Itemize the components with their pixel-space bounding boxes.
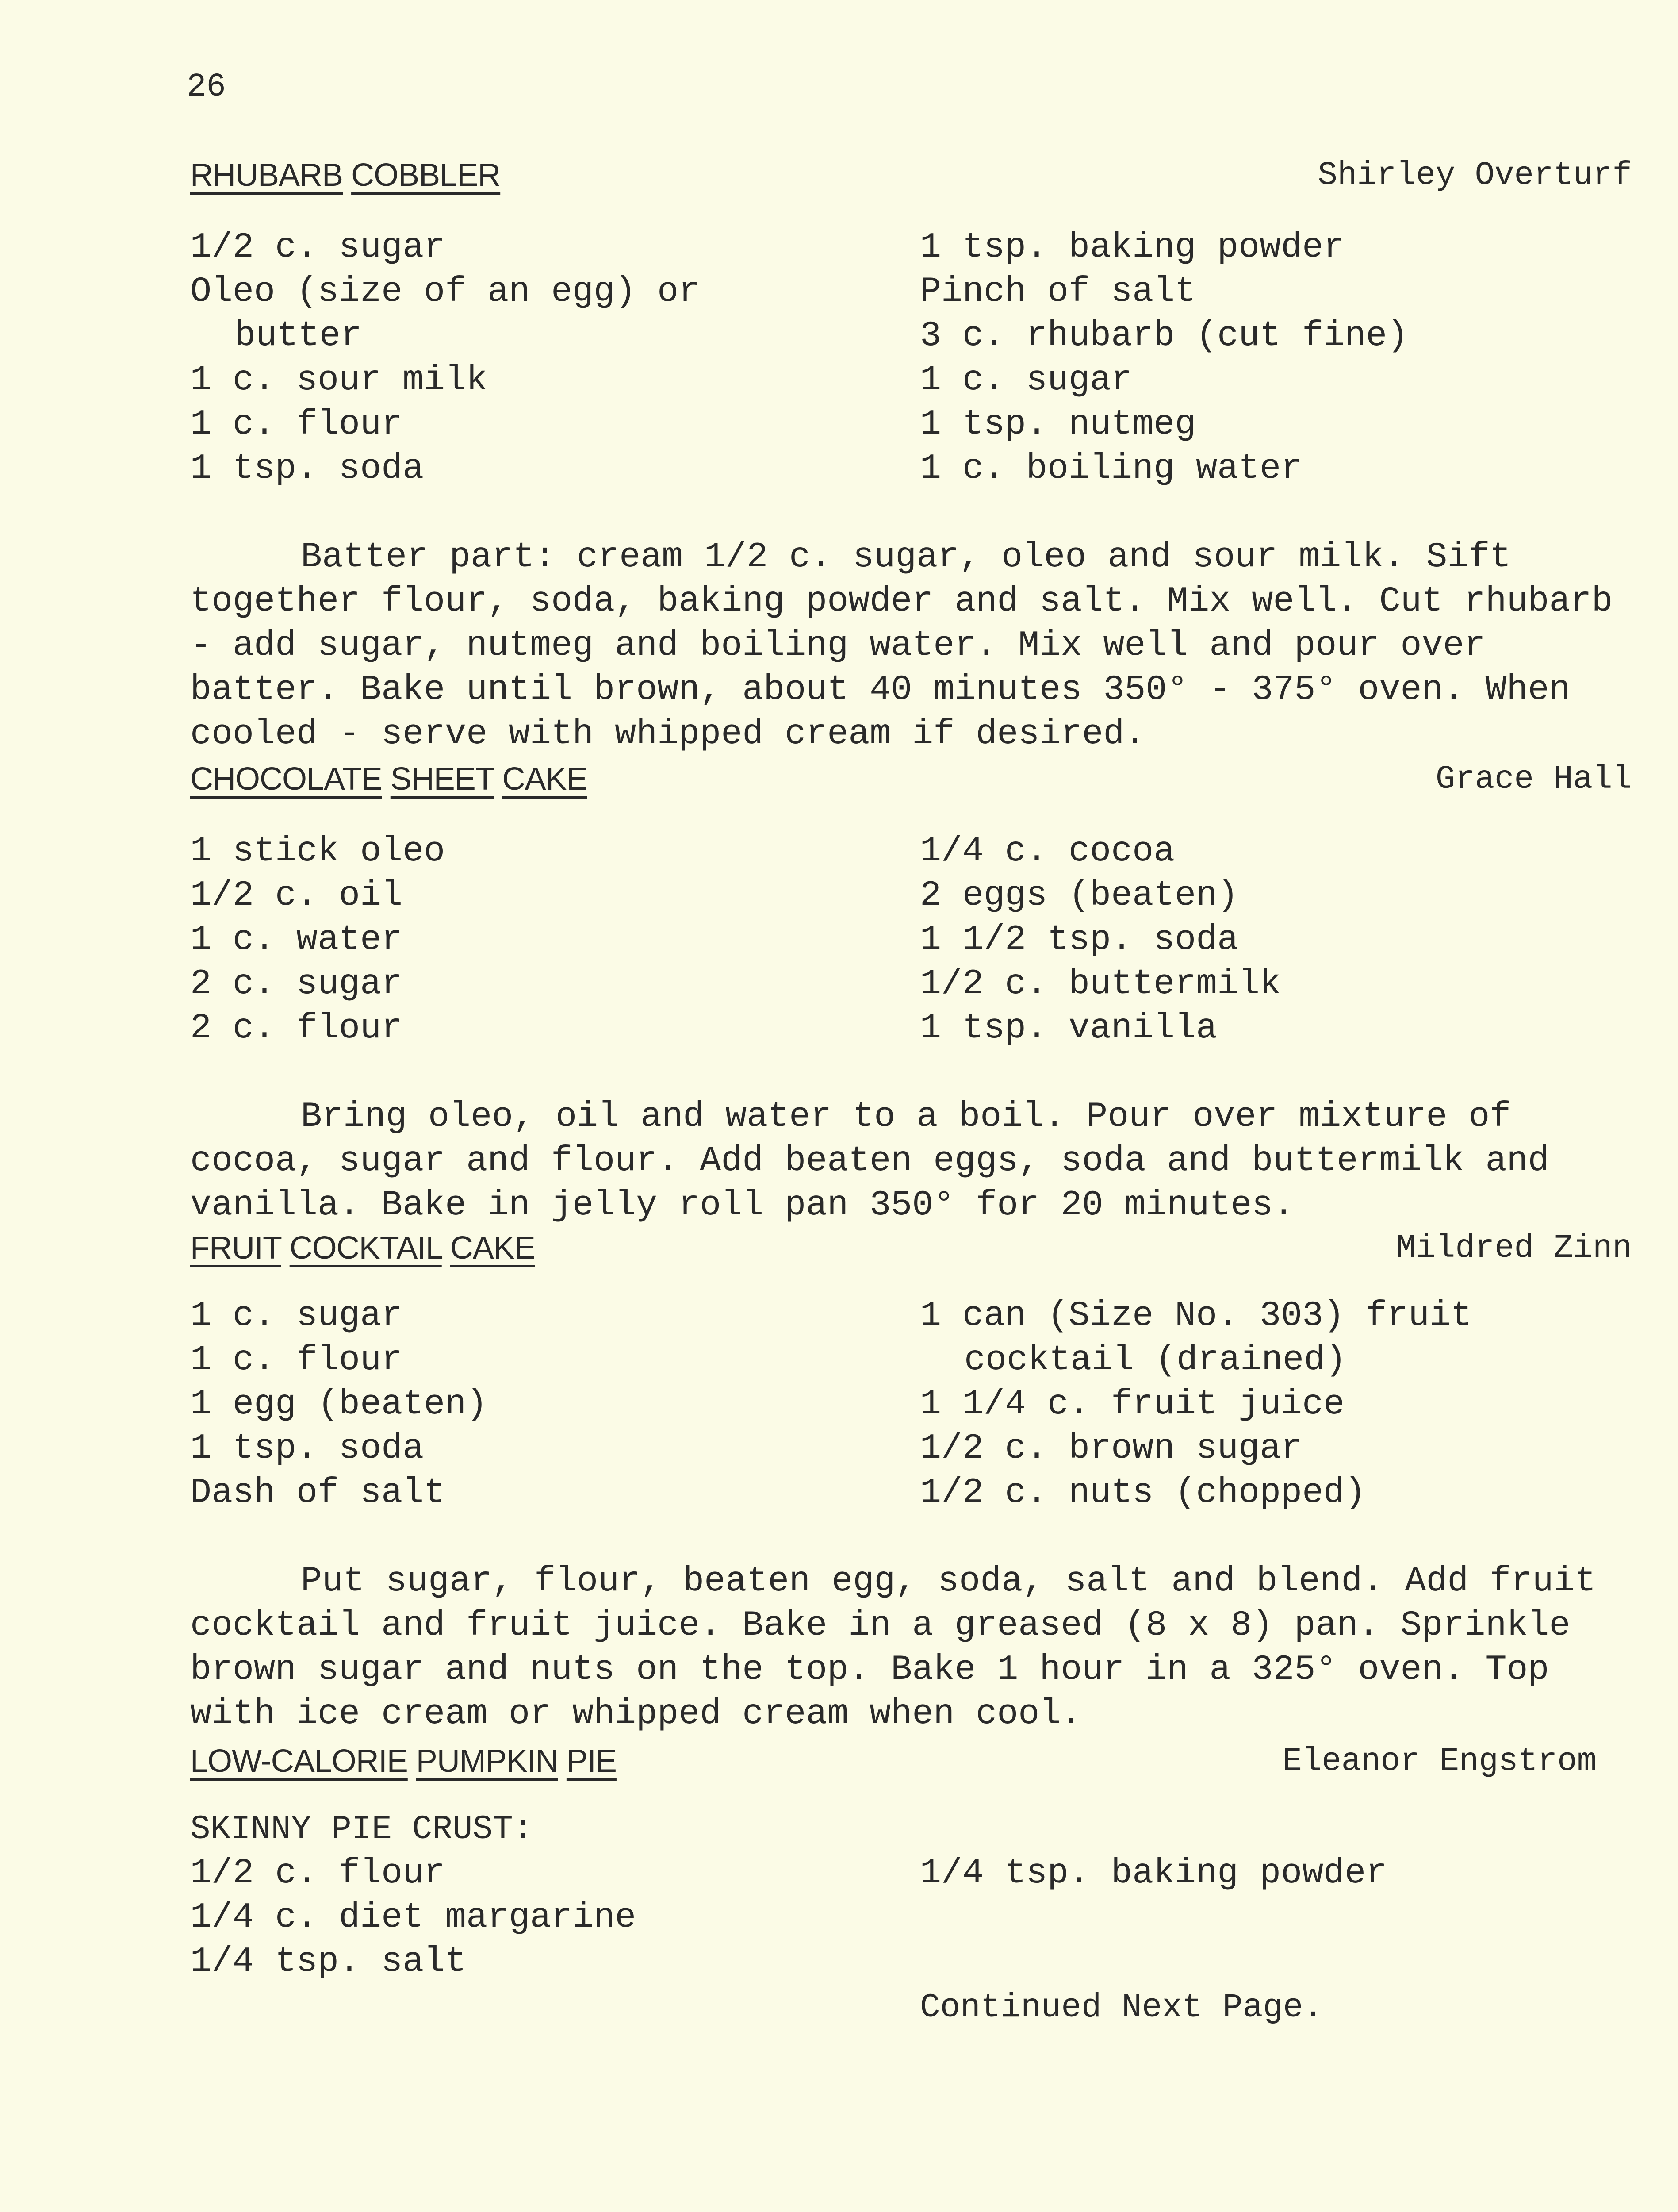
title-word: CAKE bbox=[450, 1230, 535, 1266]
ingredient: 1/2 c. nuts (chopped) bbox=[920, 1473, 1366, 1513]
ingredient: 1 tsp. nutmeg bbox=[920, 404, 1196, 445]
ingredient: 1/2 c. flour bbox=[190, 1853, 445, 1893]
title-word: RHUBARB bbox=[190, 157, 343, 193]
ingredient-text: Oleo (size of an egg) or bbox=[190, 272, 700, 312]
ingredient: 1 tsp. baking powder bbox=[920, 227, 1345, 268]
ingredient: 1 c. boiling water bbox=[920, 449, 1303, 489]
title-word: FRUIT bbox=[190, 1230, 281, 1266]
ingredient: 1 tsp. vanilla bbox=[920, 1008, 1218, 1048]
ingredients-right bbox=[920, 1851, 1632, 1896]
directions-text: Batter part: cream 1/2 c. sugar, oleo and sour milk. Sift together flour, soda, baking powder and salt. Mix well. Cut rhubarb - add sugar, nutmeg and boiling water. Mix well and pour over batter. Bake until brown, about 40 minutes 350° - 375° oven. When cooled - serve with whipped cream if desired. bbox=[190, 537, 1613, 754]
ingredient: 1 1/4 c. fruit juice bbox=[920, 1384, 1345, 1425]
directions-text: Put sugar, flour, beaten egg, soda, salt and blend. Add fruit cocktail and fruit juice. Bake in a greased (8 x 8) pan. Sprinkle brown sugar and nuts on the top. Bake 1 hour in a 325° oven. Top with ice cream or whipped cream when cool. bbox=[190, 1561, 1596, 1734]
ingredient: 2 c. flour bbox=[190, 1008, 403, 1048]
recipe-author: Mildred Zinn bbox=[1396, 1230, 1632, 1267]
ingredient: 1/2 c. sugar bbox=[190, 227, 445, 268]
recipe-title bbox=[190, 1232, 535, 1264]
ingredient: butter bbox=[234, 316, 362, 356]
ingredient: 1 c. sugar bbox=[190, 1296, 403, 1336]
ingredient: 1 c. sour milk bbox=[190, 360, 488, 400]
ingredient: cocktail (drained) bbox=[964, 1340, 1347, 1380]
recipe-title bbox=[190, 763, 587, 795]
ingredients-right bbox=[920, 830, 1632, 1051]
title-word: COBBLER bbox=[351, 157, 501, 193]
ingredient: Pinch of salt bbox=[920, 272, 1196, 312]
ingredients-left bbox=[190, 226, 854, 491]
ingredient: 1 egg (beaten) bbox=[190, 1384, 488, 1425]
ingredient: 1/4 c. diet margarine bbox=[190, 1897, 636, 1938]
ingredient: 3 c. rhubarb (cut fine) bbox=[920, 316, 1409, 356]
title-word: CAKE bbox=[502, 761, 587, 797]
continued-note: Continued Next Page. bbox=[920, 1989, 1324, 2027]
ingredient: 1 tsp. soda bbox=[190, 449, 424, 489]
ingredient: 1 1/2 tsp. soda bbox=[920, 920, 1239, 960]
title-word: PIE bbox=[566, 1743, 617, 1779]
ingredients-right bbox=[920, 1294, 1632, 1515]
recipe-title bbox=[190, 159, 500, 191]
title-word: COCKTAIL bbox=[289, 1230, 442, 1266]
ingredient: 1 c. flour bbox=[190, 1340, 403, 1380]
ingredient: 1/2 c. brown sugar bbox=[920, 1429, 1303, 1469]
recipe-directions bbox=[190, 1515, 1632, 1781]
ingredients-right bbox=[920, 226, 1632, 491]
title-word: CHOCOLATE bbox=[190, 761, 382, 797]
ingredient: 1/2 c. buttermilk bbox=[920, 964, 1281, 1004]
ingredient: 1 c. sugar bbox=[920, 360, 1133, 400]
title-word: SHEET bbox=[390, 761, 494, 797]
directions-text: Bring oleo, oil and water to a boil. Pour over mixture of cocoa, sugar and flour. Add beaten eggs, soda and buttermilk and vanilla. Bake in jelly roll pan 350° for 20 minutes. bbox=[190, 1097, 1549, 1225]
ingredient: 2 c. sugar bbox=[190, 964, 403, 1004]
ingredient: 1 c. water bbox=[190, 920, 403, 960]
ingredient: 1 c. flour bbox=[190, 404, 403, 445]
ingredients-left bbox=[190, 830, 854, 1051]
ingredient bbox=[190, 270, 854, 314]
ingredient: 2 eggs (beaten) bbox=[920, 876, 1239, 916]
recipe-author: Grace Hall bbox=[1435, 761, 1632, 798]
ingredient: 1/2 c. oil bbox=[190, 876, 403, 916]
ingredient: 1 stick oleo bbox=[190, 831, 445, 872]
ingredient: 1/4 c. cocoa bbox=[920, 831, 1175, 872]
page-number: 26 bbox=[187, 69, 226, 106]
sub-heading: SKINNY PIE CRUST: bbox=[190, 1810, 533, 1848]
title-word: LOW-CALORIE bbox=[190, 1743, 408, 1779]
ingredient: 1 tsp. soda bbox=[190, 1429, 424, 1469]
ingredient: Dash of salt bbox=[190, 1473, 445, 1513]
recipe-author: Shirley Overturf bbox=[1318, 157, 1632, 194]
ingredient: 1/4 tsp. baking powder bbox=[920, 1853, 1387, 1893]
recipe-title bbox=[190, 1745, 617, 1777]
recipe-author: Eleanor Engstrom bbox=[1282, 1743, 1597, 1780]
ingredients-left bbox=[190, 1807, 854, 1984]
ingredients-left bbox=[190, 1294, 854, 1515]
recipe-directions bbox=[190, 491, 1632, 801]
title-word: PUMPKIN bbox=[416, 1743, 558, 1779]
ingredient: 1 can (Size No. 303) fruit bbox=[920, 1296, 1472, 1336]
ingredient: 1/4 tsp. salt bbox=[190, 1942, 467, 1982]
